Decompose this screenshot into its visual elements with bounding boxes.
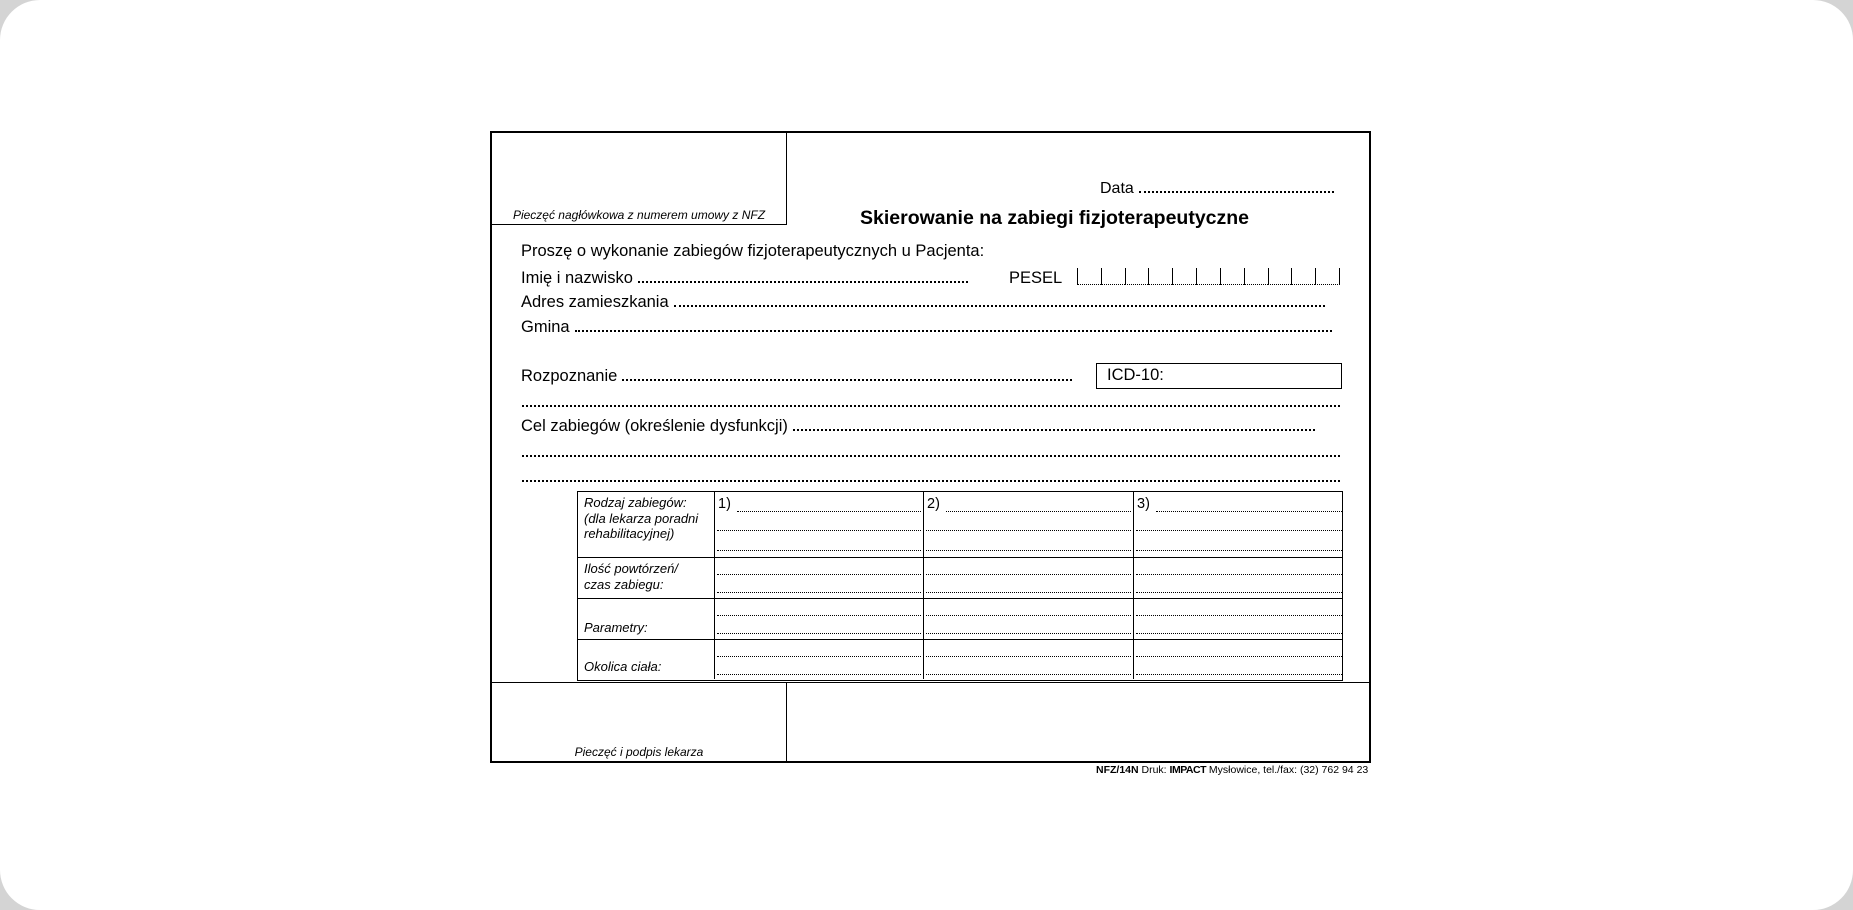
table-row	[578, 599, 1342, 640]
treatment-column-number: 1)	[718, 496, 734, 512]
table-row	[578, 492, 1342, 558]
table-cell[interactable]	[1134, 492, 1344, 557]
pesel-digit-box[interactable]	[1172, 268, 1196, 285]
goal-field[interactable]	[521, 417, 1315, 436]
date-field[interactable]	[1100, 180, 1334, 198]
icd10-label: ICD-10:	[1107, 366, 1164, 384]
table-cell-dotted-line	[926, 674, 1131, 675]
table-cell-dotted-line	[1136, 633, 1342, 634]
pesel-digit-box[interactable]	[1268, 268, 1292, 285]
print-footer	[1096, 764, 1368, 776]
commune-label: Gmina	[521, 318, 570, 336]
header-stamp-box	[492, 133, 787, 225]
pesel-digit-box[interactable]	[1077, 268, 1101, 285]
table-cell[interactable]	[1134, 599, 1344, 639]
table-cell[interactable]	[924, 558, 1134, 598]
pesel-digit-box[interactable]	[1291, 268, 1315, 285]
date-dotted-line	[1139, 191, 1334, 193]
treatment-column-number: 2)	[927, 496, 943, 512]
pesel-digit-boxes[interactable]	[1077, 268, 1340, 285]
table-cell-dotted-line	[926, 656, 1131, 657]
table-cell[interactable]	[715, 558, 924, 598]
header-stamp-label: Pieczęć nagłówkowa z numerem umowy z NFZ	[512, 208, 766, 222]
table-cell-dotted-line	[1136, 615, 1342, 616]
commune-dotted-line	[575, 330, 1332, 332]
printer-brand: IMPACT	[1169, 764, 1206, 776]
table-cell-dotted-line	[946, 511, 1131, 512]
pesel-digit-box[interactable]	[1101, 268, 1125, 285]
table-cell-dotted-line	[717, 550, 921, 551]
goal-continuation-line-1[interactable]	[522, 455, 1340, 457]
diagnosis-continuation-line[interactable]	[522, 405, 1340, 407]
table-row-label-line: (dla lekarza poradni	[584, 510, 699, 526]
name-dotted-line	[638, 281, 968, 283]
table-cell-dotted-line	[926, 633, 1131, 634]
intro-text: Proszę o wykonanie zabiegów fizjoterapeutycznych u Pacjenta:	[521, 242, 985, 260]
name-field[interactable]	[521, 269, 968, 288]
table-row-label-line: czas zabiegu:	[584, 576, 664, 592]
table-cell-dotted-line	[1136, 550, 1342, 551]
address-dotted-line	[674, 305, 1325, 307]
table-cell-dotted-line	[926, 592, 1131, 593]
table-cell-dotted-line	[1156, 511, 1342, 512]
table-cell[interactable]	[924, 492, 1134, 557]
table-row-label-line: Ilość powtórzeń/	[584, 561, 678, 576]
diagnosis-label: Rozpoznanie	[521, 367, 618, 385]
table-cell-dotted-line	[737, 511, 921, 512]
name-label: Imię i nazwisko	[521, 269, 633, 287]
table-cell-dotted-line	[926, 530, 1131, 531]
table-cell-dotted-line	[717, 633, 921, 634]
form-title: Skierowanie na zabiegi fizjoterapeutyczne	[860, 207, 1250, 229]
goal-dotted-line	[793, 429, 1315, 431]
address-field[interactable]	[521, 293, 1325, 312]
table-cell-dotted-line	[717, 656, 921, 657]
table-cell-dotted-line	[1136, 574, 1342, 575]
table-row-label	[578, 640, 715, 679]
table-cell[interactable]	[924, 640, 1134, 679]
table-row-label-line: rehabilitacyjnej)	[584, 526, 675, 541]
icd10-box[interactable]	[1096, 363, 1342, 389]
table-row-label-line: Okolica ciała:	[584, 659, 662, 674]
table-cell[interactable]	[715, 599, 924, 639]
signature-area	[492, 682, 1369, 762]
table-row-label	[578, 599, 715, 639]
table-cell[interactable]	[1134, 640, 1344, 679]
table-cell-dotted-line	[717, 615, 921, 616]
treatment-table	[577, 491, 1343, 681]
printer-druk-label: Druk:	[1141, 764, 1167, 776]
doctor-stamp-box[interactable]	[492, 683, 787, 762]
date-label: Data	[1100, 180, 1134, 197]
table-cell-dotted-line	[1136, 592, 1342, 593]
table-cell-dotted-line	[717, 574, 921, 575]
goal-continuation-line-2[interactable]	[522, 480, 1340, 482]
goal-label: Cel zabiegów (określenie dysfunkcji)	[521, 417, 788, 435]
pesel-digit-box[interactable]	[1220, 268, 1244, 285]
table-cell-dotted-line	[926, 550, 1131, 551]
doctor-stamp-label: Pieczęć i podpis lekarza	[574, 745, 704, 759]
table-row-label-line: Rodzaj zabiegów:	[584, 495, 687, 510]
table-row	[578, 640, 1342, 679]
pesel-label: PESEL	[1009, 269, 1063, 287]
pesel-digit-box[interactable]	[1315, 268, 1340, 285]
pesel-digit-box[interactable]	[1244, 268, 1268, 285]
table-row	[578, 558, 1342, 599]
referral-form	[490, 131, 1371, 763]
diagnosis-dotted-line	[622, 379, 1072, 381]
table-cell-dotted-line	[717, 674, 921, 675]
table-cell-dotted-line	[926, 574, 1131, 575]
table-cell[interactable]	[1134, 558, 1344, 598]
table-row-label-line: Parametry:	[584, 620, 648, 635]
table-cell[interactable]	[715, 492, 924, 557]
printer-contact: Mysłowice, tel./fax: (32) 762 94 23	[1208, 764, 1369, 776]
table-cell-dotted-line	[717, 530, 921, 531]
form-code: NFZ/14N	[1096, 764, 1139, 776]
table-cell[interactable]	[715, 640, 924, 679]
table-cell-dotted-line	[1136, 674, 1342, 675]
address-label: Adres zamieszkania	[521, 293, 669, 311]
table-cell-dotted-line	[717, 592, 921, 593]
treatment-column-number: 3)	[1137, 496, 1153, 512]
table-cell[interactable]	[924, 599, 1134, 639]
table-cell-dotted-line	[1136, 656, 1342, 657]
commune-field[interactable]	[521, 318, 1332, 337]
table-cell-dotted-line	[926, 615, 1131, 616]
table-row-label	[578, 492, 715, 557]
pesel-digit-box[interactable]	[1196, 268, 1220, 285]
diagnosis-field[interactable]	[521, 367, 1072, 386]
table-row-label	[578, 558, 715, 598]
pesel-digit-box[interactable]	[1125, 268, 1149, 285]
pesel-digit-box[interactable]	[1148, 268, 1172, 285]
table-cell-dotted-line	[1136, 530, 1342, 531]
